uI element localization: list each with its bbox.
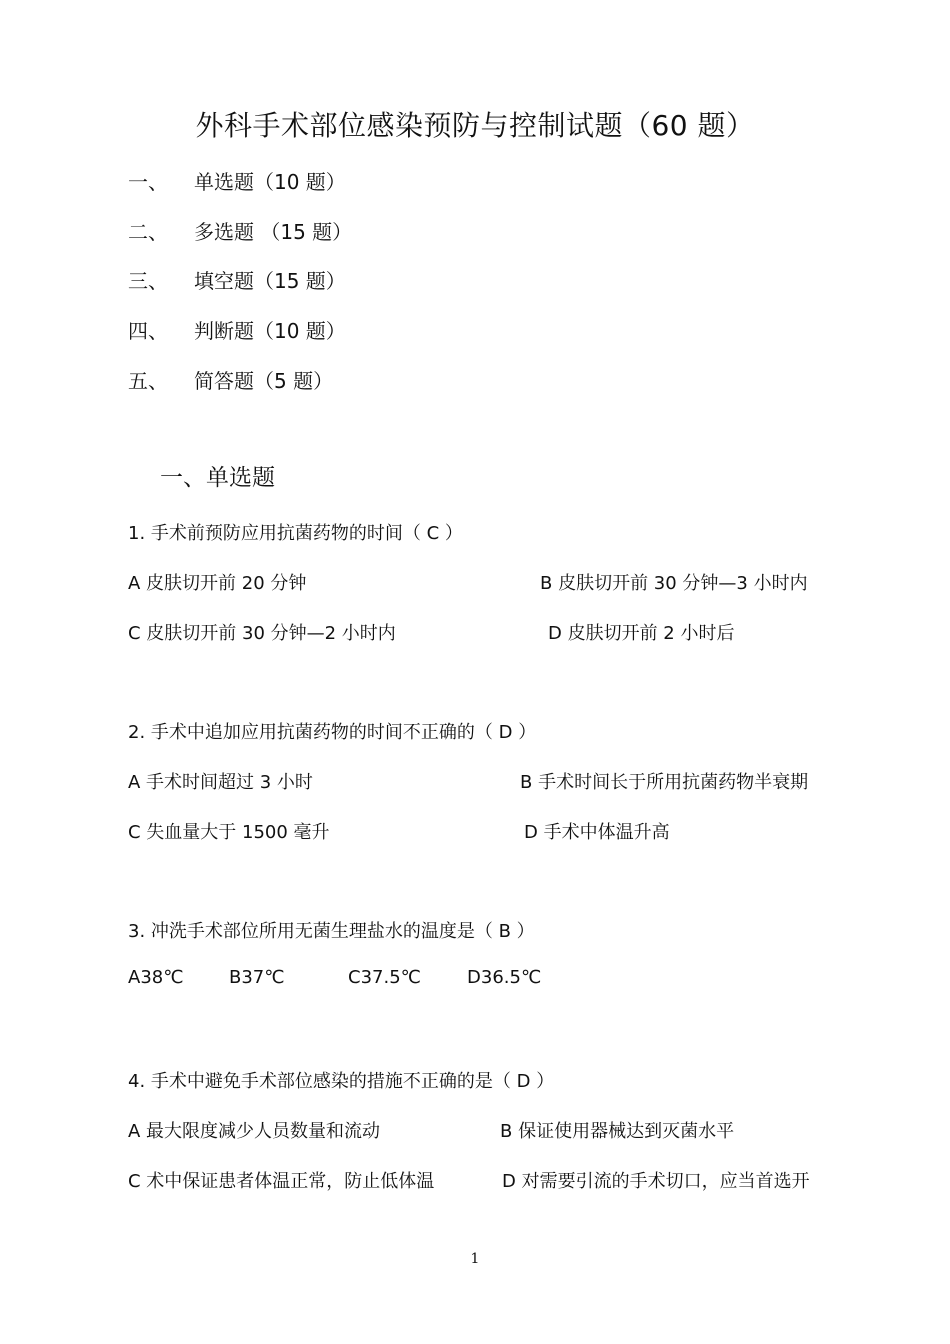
- toc-number: 一、: [128, 170, 168, 194]
- section-heading: 一、单选题: [160, 465, 275, 491]
- option-a: A 最大限度减少人员数量和流动: [128, 1121, 381, 1142]
- toc-number: 四、: [128, 319, 168, 343]
- question-text: 2. 手术中追加应用抗菌药物的时间不正确的（ D ）: [128, 722, 537, 743]
- toc-number: 五、: [128, 369, 168, 393]
- option-a: A 皮肤切开前 20 分钟: [128, 573, 307, 594]
- question-text: 4. 手术中避免手术部位感染的措施不正确的是（ D ）: [128, 1071, 555, 1092]
- option-c: C 失血量大于 1500 毫升: [128, 822, 330, 843]
- toc-label: 简答题（5 题）: [194, 369, 334, 393]
- option-d: D 皮肤切开前 2 小时后: [548, 623, 735, 644]
- option-b: B 保证使用器械达到灭菌水平: [500, 1121, 735, 1142]
- question-text: 3. 冲洗手术部位所用无菌生理盐水的温度是（ B ）: [128, 921, 535, 942]
- option-a: A38℃: [128, 967, 184, 988]
- option-b: B 手术时间长于所用抗菌药物半衰期: [520, 772, 809, 793]
- document-title: 外科手术部位感染预防与控制试题（60 题）: [195, 109, 755, 142]
- toc-label: 单选题（10 题）: [194, 170, 346, 194]
- question-text: 1. 手术前预防应用抗菌药物的时间（ C ）: [128, 523, 463, 544]
- option-c: C 术中保证患者体温正常，防止低体温: [128, 1171, 435, 1192]
- option-c: C37.5℃: [348, 967, 421, 988]
- option-d: D 手术中体温升高: [524, 822, 670, 843]
- toc-number: 二、: [128, 220, 168, 244]
- toc-label: 多选题 （15 题）: [194, 220, 353, 244]
- option-d: D 对需要引流的手术切口，应当首选开: [502, 1171, 810, 1192]
- option-b: B37℃: [229, 967, 285, 988]
- option-d: D36.5℃: [467, 967, 542, 988]
- option-a: A 手术时间超过 3 小时: [128, 772, 313, 793]
- page-number: 1: [470, 1251, 480, 1267]
- toc-label: 判断题（10 题）: [194, 319, 346, 343]
- option-c: C 皮肤切开前 30 分钟—2 小时内: [128, 623, 396, 644]
- toc-number: 三、: [128, 269, 168, 293]
- toc-label: 填空题（15 题）: [194, 269, 346, 293]
- option-b: B 皮肤切开前 30 分钟—3 小时内: [540, 573, 808, 594]
